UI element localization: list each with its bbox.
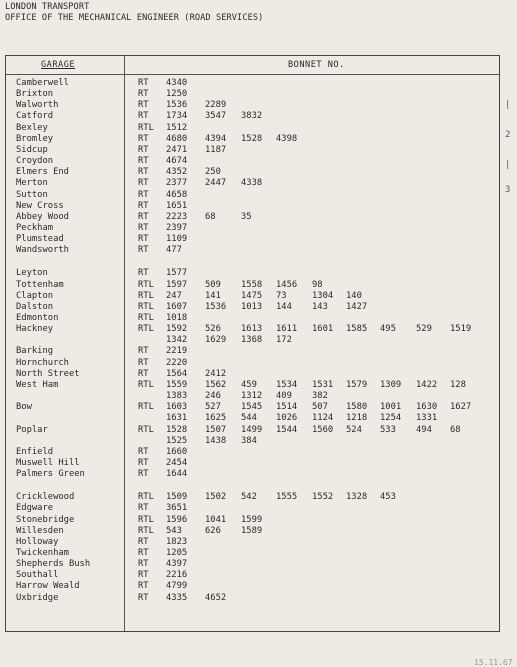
bonnet-number: 1562 bbox=[205, 379, 227, 390]
bonnet-number: 2412 bbox=[205, 368, 227, 379]
bonnet-number: 172 bbox=[276, 335, 292, 346]
bonnet-number: 626 bbox=[205, 525, 221, 536]
bonnet-number: 1514 bbox=[276, 402, 298, 413]
garage-name: Merton bbox=[16, 178, 48, 189]
bonnet-number: 4652 bbox=[205, 592, 227, 603]
bonnet-number: 4352 bbox=[166, 167, 188, 178]
bonnet-number: 2223 bbox=[166, 211, 188, 222]
bus-class: RT bbox=[138, 268, 149, 279]
bonnet-number: 533 bbox=[380, 424, 396, 435]
bonnet-number: 509 bbox=[205, 279, 221, 290]
garage-name: Palmers Green bbox=[16, 469, 85, 480]
bus-class: RTL bbox=[138, 301, 154, 312]
table-row bbox=[6, 268, 499, 279]
table-row bbox=[6, 324, 499, 335]
bus-class: RT bbox=[138, 559, 149, 570]
bonnet-number: 1475 bbox=[241, 290, 263, 301]
bonnet-number: 543 bbox=[166, 525, 182, 536]
garage-name: Willesden bbox=[16, 525, 64, 536]
bonnet-number: 524 bbox=[346, 424, 362, 435]
garage-name: Uxbridge bbox=[16, 592, 59, 603]
garage-name: Catford bbox=[16, 111, 54, 122]
bonnet-number: 2216 bbox=[166, 570, 188, 581]
bus-class: RTL bbox=[138, 122, 154, 133]
bonnet-number: 1499 bbox=[241, 424, 263, 435]
bus-class: RT bbox=[138, 581, 149, 592]
bonnet-number: 98 bbox=[312, 279, 323, 290]
table-row bbox=[6, 134, 499, 145]
bonnet-number: 1560 bbox=[312, 424, 334, 435]
bonnet-number: 1368 bbox=[241, 335, 263, 346]
bonnet-number: 2219 bbox=[166, 346, 188, 357]
garage-name: Cricklewood bbox=[16, 492, 75, 503]
garage-name: Harrow Weald bbox=[16, 581, 80, 592]
table-row bbox=[6, 515, 499, 526]
garage-name: Twickenham bbox=[16, 548, 69, 558]
table-row bbox=[6, 123, 499, 134]
bonnet-number: 4680 bbox=[166, 133, 188, 144]
garage-name: Croydon bbox=[16, 156, 54, 167]
bonnet-number: 1651 bbox=[166, 200, 188, 211]
garage-name: Leyton bbox=[16, 268, 48, 279]
bonnet-number: 68 bbox=[205, 211, 216, 222]
table-row bbox=[6, 358, 499, 369]
garage-name: Poplar bbox=[16, 424, 48, 435]
bonnet-number: 68 bbox=[450, 424, 461, 435]
bus-class: RT bbox=[138, 503, 149, 514]
bonnet-number: 2289 bbox=[205, 100, 227, 111]
bonnet-number: 1026 bbox=[276, 413, 298, 424]
org-name: LONDON TRANSPORT bbox=[5, 2, 90, 12]
bus-class: RT bbox=[138, 234, 149, 245]
bonnet-number: 1580 bbox=[346, 402, 368, 413]
garage-name: New Cross bbox=[16, 200, 64, 211]
garage-name: Peckham bbox=[16, 222, 54, 233]
bonnet-number: 4799 bbox=[166, 581, 188, 592]
bonnet-number: 1018 bbox=[166, 313, 188, 323]
garage-name: Clapton bbox=[16, 290, 54, 301]
bus-class: RTL bbox=[138, 525, 154, 536]
garage-name: Plumstead bbox=[16, 234, 64, 245]
table-row bbox=[6, 447, 499, 458]
bonnet-number: 1564 bbox=[166, 368, 188, 379]
bonnet-number: 527 bbox=[205, 402, 221, 413]
bonnet-number: 1507 bbox=[205, 424, 227, 435]
bonnet-number: 1438 bbox=[205, 435, 227, 446]
garage-name: Southall bbox=[16, 570, 59, 581]
bonnet-number: 1218 bbox=[346, 413, 368, 424]
garage-name: Brixton bbox=[16, 89, 54, 100]
bonnet-number: 477 bbox=[166, 245, 182, 256]
bonnet-number: 1630 bbox=[416, 402, 438, 413]
bonnet-number: 1627 bbox=[450, 402, 472, 413]
garage-name: Elmers End bbox=[16, 167, 69, 178]
bus-class: RT bbox=[138, 133, 149, 144]
bonnet-number: 494 bbox=[416, 424, 432, 435]
bonnet-number: 140 bbox=[346, 290, 362, 301]
bonnet-number: 1577 bbox=[166, 268, 188, 279]
bonnet-number: 4674 bbox=[166, 156, 188, 167]
margin-tick: 3 bbox=[505, 185, 511, 195]
bonnet-number: 1502 bbox=[205, 492, 227, 503]
garage-name: Edgware bbox=[16, 503, 54, 514]
bonnet-number: 3651 bbox=[166, 503, 188, 514]
bonnet-number: 453 bbox=[380, 492, 396, 503]
garage-name: Holloway bbox=[16, 536, 59, 547]
bus-class: RT bbox=[138, 189, 149, 200]
garage-name: Wandsworth bbox=[16, 245, 69, 256]
bonnet-number: 1001 bbox=[380, 402, 402, 413]
table-row bbox=[6, 223, 499, 234]
table-row bbox=[6, 537, 499, 548]
bonnet-number: 1187 bbox=[205, 144, 227, 155]
garage-name: Bromley bbox=[16, 133, 54, 144]
table-row bbox=[6, 593, 499, 604]
bus-class: RT bbox=[138, 368, 149, 379]
bonnet-number: 1312 bbox=[241, 391, 263, 402]
bonnet-number: 1603 bbox=[166, 402, 188, 413]
garage-name: Muswell Hill bbox=[16, 457, 80, 468]
garage-table bbox=[5, 55, 513, 667]
bonnet-number: 382 bbox=[312, 391, 328, 402]
bus-class: RTL bbox=[138, 402, 154, 413]
bonnet-number: 1013 bbox=[241, 301, 263, 312]
table-row bbox=[6, 391, 499, 402]
bonnet-number: 1534 bbox=[276, 379, 298, 390]
bonnet-number: 246 bbox=[205, 391, 221, 402]
table-row bbox=[6, 458, 499, 469]
bonnet-number: 2447 bbox=[205, 178, 227, 189]
table-row bbox=[6, 234, 499, 245]
bonnet-number: 1597 bbox=[166, 279, 188, 290]
garage-name: Dalston bbox=[16, 301, 54, 312]
table-row bbox=[6, 469, 499, 480]
bonnet-number: 409 bbox=[276, 391, 292, 402]
garage-name: Bow bbox=[16, 402, 32, 413]
garage-column-header: GARAGE bbox=[41, 60, 76, 70]
table-row bbox=[6, 313, 499, 324]
table-row bbox=[6, 413, 499, 424]
table-row bbox=[6, 559, 499, 570]
bonnet-number: 384 bbox=[241, 435, 257, 446]
garage-name: Abbey Wood bbox=[16, 211, 69, 222]
bonnet-number: 1734 bbox=[166, 111, 188, 122]
bonnet-number: 1254 bbox=[380, 413, 402, 424]
bonnet-number: 495 bbox=[380, 324, 396, 335]
bus-class: RT bbox=[138, 100, 149, 111]
table-row bbox=[6, 145, 499, 156]
bonnet-number: 4658 bbox=[166, 189, 188, 200]
bus-class: RT bbox=[138, 469, 149, 480]
bonnet-number: 1519 bbox=[450, 324, 472, 335]
bus-class: RT bbox=[138, 570, 149, 581]
bus-class: RT bbox=[138, 222, 149, 233]
bonnet-number: 1579 bbox=[346, 379, 368, 390]
bonnet-number: 1250 bbox=[166, 89, 188, 100]
margin-tick: | bbox=[505, 160, 511, 170]
table-row bbox=[6, 201, 499, 212]
garage-name: Hackney bbox=[16, 324, 54, 335]
bonnet-number: 1592 bbox=[166, 324, 188, 335]
bonnet-number: 247 bbox=[166, 290, 182, 301]
bonnet-number: 73 bbox=[276, 290, 287, 301]
garage-name: Tottenham bbox=[16, 279, 64, 290]
bus-class: RT bbox=[138, 592, 149, 603]
bonnet-number: 1328 bbox=[346, 492, 368, 503]
document-header bbox=[5, 2, 263, 24]
bonnet-number: 1309 bbox=[380, 379, 402, 390]
bonnet-number: 1304 bbox=[312, 290, 334, 301]
bonnet-number: 526 bbox=[205, 324, 221, 335]
table-row bbox=[6, 425, 499, 436]
table-row bbox=[6, 492, 499, 503]
table-row bbox=[6, 302, 499, 313]
table-row bbox=[6, 335, 499, 346]
table-row bbox=[6, 402, 499, 413]
bus-class: RT bbox=[138, 346, 149, 357]
bonnet-number: 1456 bbox=[276, 279, 298, 290]
bus-class: RT bbox=[138, 446, 149, 457]
bus-class: RT bbox=[138, 357, 149, 368]
bonnet-number: 542 bbox=[241, 492, 257, 503]
bus-class: RT bbox=[138, 89, 149, 100]
bonnet-number: 128 bbox=[450, 379, 466, 390]
table-row bbox=[6, 156, 499, 167]
bonnet-number: 1625 bbox=[205, 413, 227, 424]
bus-class: RTL bbox=[138, 379, 154, 390]
bonnet-number: 1512 bbox=[166, 122, 188, 133]
bonnet-number: 1205 bbox=[166, 548, 188, 558]
table-row bbox=[6, 100, 499, 111]
bonnet-number: 1422 bbox=[416, 379, 438, 390]
bonnet-number: 1631 bbox=[166, 413, 188, 424]
table-row bbox=[6, 380, 499, 391]
garage-name: Edmonton bbox=[16, 313, 59, 323]
bus-class: RT bbox=[138, 245, 149, 256]
bonnet-number: 1599 bbox=[241, 514, 263, 525]
table-row bbox=[6, 548, 499, 559]
bonnet-number: 1558 bbox=[241, 279, 263, 290]
bonnet-number: 1613 bbox=[241, 324, 263, 335]
bonnet-number: 35 bbox=[241, 211, 252, 222]
table-row bbox=[6, 89, 499, 100]
garage-name: Shepherds Bush bbox=[16, 559, 91, 570]
bonnet-number: 1660 bbox=[166, 446, 188, 457]
bonnet-number: 2471 bbox=[166, 144, 188, 155]
bus-class: RT bbox=[138, 457, 149, 468]
bonnet-number: 1585 bbox=[346, 324, 368, 335]
garage-name: Hornchurch bbox=[16, 357, 69, 368]
table-row bbox=[6, 245, 499, 256]
bus-class: RT bbox=[138, 78, 149, 88]
bus-class: RT bbox=[138, 200, 149, 211]
bonnet-number: 4397 bbox=[166, 559, 188, 570]
bonnet-number: 1555 bbox=[276, 492, 298, 503]
bonnet-number: 1528 bbox=[241, 133, 263, 144]
table-row bbox=[6, 256, 499, 267]
table-row bbox=[6, 369, 499, 380]
bus-class: RT bbox=[138, 548, 149, 558]
bonnet-column-header: BONNET NO. bbox=[288, 60, 345, 70]
bonnet-number: 1559 bbox=[166, 379, 188, 390]
bonnet-number: 144 bbox=[276, 301, 292, 312]
margin-tick: | bbox=[505, 100, 511, 110]
bonnet-number: 1383 bbox=[166, 391, 188, 402]
bonnet-number: 1427 bbox=[346, 301, 368, 312]
garage-name: North Street bbox=[16, 368, 80, 379]
bonnet-number: 4398 bbox=[276, 133, 298, 144]
bonnet-number: 1596 bbox=[166, 514, 188, 525]
table-row bbox=[6, 526, 499, 537]
bonnet-number: 1607 bbox=[166, 301, 188, 312]
bonnet-number: 2397 bbox=[166, 222, 188, 233]
table-row bbox=[6, 190, 499, 201]
garage-name: Walworth bbox=[16, 100, 59, 111]
garage-name: Sutton bbox=[16, 189, 48, 200]
garage-name: Barking bbox=[16, 346, 54, 357]
bonnet-number: 250 bbox=[205, 167, 221, 178]
bonnet-number: 3832 bbox=[241, 111, 263, 122]
office-name: OFFICE OF THE MECHANICAL ENGINEER (ROAD SERVICES) bbox=[5, 13, 264, 23]
margin-tick: 2 bbox=[505, 130, 511, 140]
bus-class: RT bbox=[138, 111, 149, 122]
bonnet-number: 1109 bbox=[166, 234, 188, 245]
bonnet-number: 1536 bbox=[205, 301, 227, 312]
bonnet-number: 143 bbox=[312, 301, 328, 312]
bus-class: RT bbox=[138, 178, 149, 189]
bonnet-number: 1552 bbox=[312, 492, 334, 503]
bonnet-number: 4338 bbox=[241, 178, 263, 189]
bonnet-number: 544 bbox=[241, 413, 257, 424]
bonnet-number: 1342 bbox=[166, 335, 188, 346]
table-row bbox=[6, 480, 499, 491]
bonnet-number: 4394 bbox=[205, 133, 227, 144]
bonnet-number: 1601 bbox=[312, 324, 334, 335]
bus-class: RT bbox=[138, 211, 149, 222]
bus-class: RT bbox=[138, 536, 149, 547]
bonnet-number: 1331 bbox=[416, 413, 438, 424]
table-row bbox=[6, 212, 499, 223]
bonnet-number: 1041 bbox=[205, 514, 227, 525]
bonnet-number: 1629 bbox=[205, 335, 227, 346]
bonnet-number: 1544 bbox=[276, 424, 298, 435]
bonnet-number: 141 bbox=[205, 290, 221, 301]
table-row bbox=[6, 291, 499, 302]
bonnet-number: 1531 bbox=[312, 379, 334, 390]
table-row bbox=[6, 111, 499, 122]
table-row bbox=[6, 581, 499, 592]
bonnet-number: 1545 bbox=[241, 402, 263, 413]
garage-name: Enfield bbox=[16, 446, 54, 457]
table-row bbox=[6, 78, 499, 89]
bonnet-number: 1124 bbox=[312, 413, 334, 424]
table-row bbox=[6, 570, 499, 581]
bus-class: RTL bbox=[138, 514, 154, 525]
bonnet-number: 1536 bbox=[166, 100, 188, 111]
garage-name: West Ham bbox=[16, 379, 59, 390]
table-row bbox=[6, 178, 499, 189]
bus-class: RTL bbox=[138, 424, 154, 435]
bus-class: RTL bbox=[138, 492, 154, 503]
bus-class: RT bbox=[138, 156, 149, 167]
date-stamp: 15.11.67 bbox=[474, 658, 513, 667]
bonnet-number: 1528 bbox=[166, 424, 188, 435]
bonnet-number: 2220 bbox=[166, 357, 188, 368]
garage-name: Stonebridge bbox=[16, 514, 75, 525]
bonnet-number: 1644 bbox=[166, 469, 188, 480]
bus-class: RTL bbox=[138, 324, 154, 335]
bonnet-number: 1525 bbox=[166, 435, 188, 446]
garage-name: Sidcup bbox=[16, 144, 48, 155]
bonnet-number: 1611 bbox=[276, 324, 298, 335]
bonnet-number: 529 bbox=[416, 324, 432, 335]
bus-class: RTL bbox=[138, 313, 154, 323]
bonnet-number: 1509 bbox=[166, 492, 188, 503]
table-row bbox=[6, 167, 499, 178]
bonnet-number: 459 bbox=[241, 379, 257, 390]
bonnet-number: 2377 bbox=[166, 178, 188, 189]
bonnet-number: 507 bbox=[312, 402, 328, 413]
table-row bbox=[6, 346, 499, 357]
bonnet-number: 1823 bbox=[166, 536, 188, 547]
bus-class: RTL bbox=[138, 279, 154, 290]
bonnet-number: 4340 bbox=[166, 78, 188, 88]
bonnet-number: 2454 bbox=[166, 457, 188, 468]
table-row bbox=[6, 503, 499, 514]
garage-name: Camberwell bbox=[16, 78, 69, 88]
bonnet-number: 1589 bbox=[241, 525, 263, 536]
table-row bbox=[6, 436, 499, 447]
bus-class: RTL bbox=[138, 290, 154, 301]
bonnet-number: 4335 bbox=[166, 592, 188, 603]
bus-class: RT bbox=[138, 144, 149, 155]
bus-class: RT bbox=[138, 167, 149, 178]
garage-name: Bexley bbox=[16, 122, 48, 133]
table-row bbox=[6, 280, 499, 291]
bonnet-number: 3547 bbox=[205, 111, 227, 122]
